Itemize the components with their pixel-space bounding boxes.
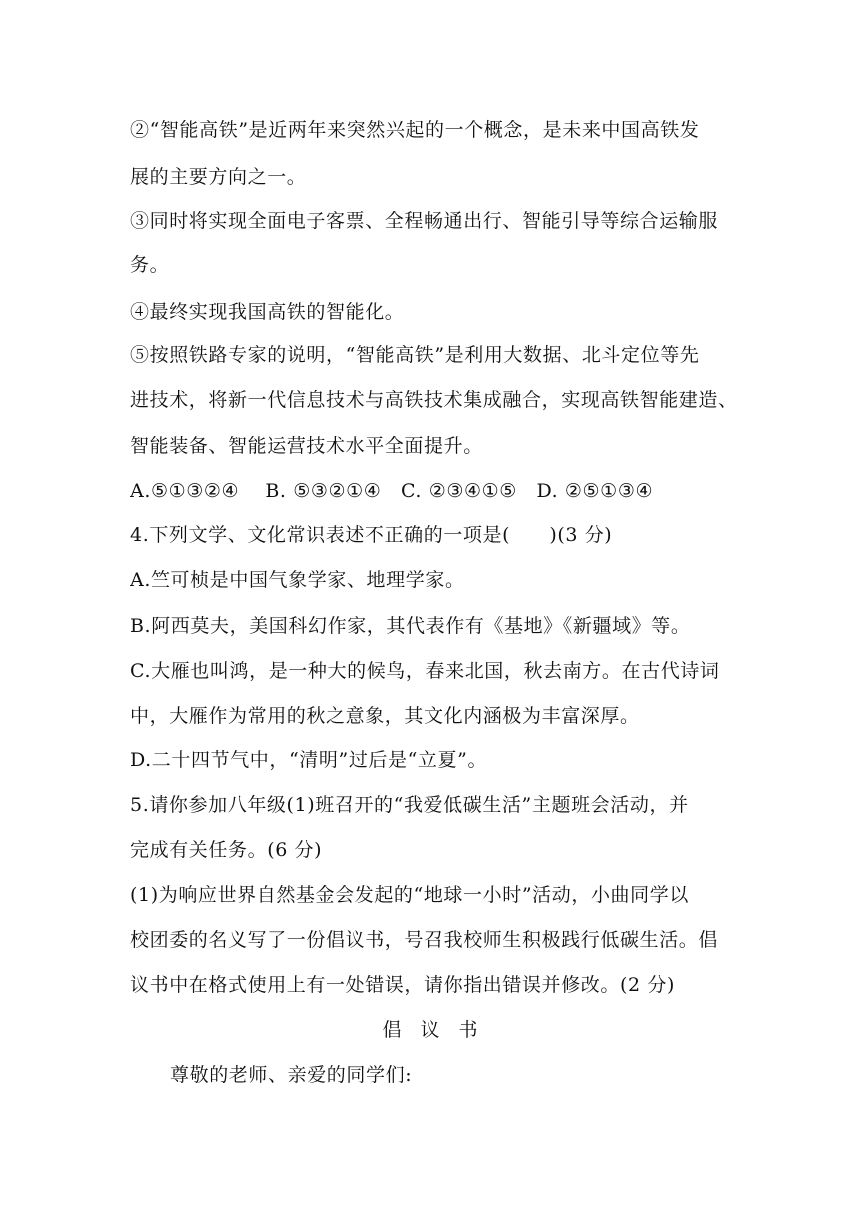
answer-options: A.⑤①③②④ B. ⑤③②①④ C. ②③④①⑤ D. ②⑤①③④ — [130, 480, 654, 502]
text-line: 中，大雁作为常用的秋之意象，其文化内涵极为丰富深厚。 — [130, 705, 640, 727]
sub-question-1: (1)为响应世界自然基金会发起的“地球一小时”活动，小曲同学以 — [130, 884, 689, 906]
text-line: ⑤按照铁路专家的说明，“智能高铁”是利用大数据、北斗定位等先 — [130, 344, 700, 366]
option-c: C.大雁也叫鸿，是一种大的候鸟，春来北国，秋去南方。在古代诗词 — [130, 660, 720, 682]
text-line: ④最终实现我国高铁的智能化。 — [130, 301, 405, 323]
text-line: 议书中在格式使用上有一处错误，请你指出错误并修改。(2 分) — [130, 974, 675, 996]
letter-title: 倡 议 书 — [382, 1019, 478, 1041]
text-line: 完成有关任务。(6 分) — [130, 839, 323, 861]
option-b: B.阿西莫夫，美国科幻作家，其代表作有《基地》《新疆域》等。 — [130, 615, 691, 637]
text-line: 智能装备、智能运营技术水平全面提升。 — [130, 435, 483, 457]
question-5: 5.请你参加八年级(1)班召开的“我爱低碳生活”主题班会活动，并 — [130, 794, 689, 816]
text-line: 校团委的名义写了一份倡议书，号召我校师生积极践行低碳生活。倡 — [130, 929, 719, 951]
text-line: ③同时将实现全面电子客票、全程畅通出行、智能引导等综合运输服 — [130, 210, 719, 232]
text-line: 展的主要方向之一。 — [130, 166, 307, 188]
letter-salutation: 尊敬的老师、亲爱的同学们: — [170, 1064, 413, 1086]
question-4: 4.下列文学、文化常识表述不正确的一项是( )(3 分) — [130, 524, 613, 546]
text-line: 务。 — [130, 254, 170, 276]
option-d: D.二十四节气中，“清明”过后是“立夏”。 — [130, 749, 488, 771]
option-a: A.竺可桢是中国气象学家、地理学家。 — [130, 569, 465, 591]
text-line: ②“智能高铁”是近两年来突然兴起的一个概念，是未来中国高铁发 — [130, 119, 700, 141]
text-line: 进技术，将新一代信息技术与高铁技术集成融合，实现高铁智能建造、 — [130, 389, 738, 411]
